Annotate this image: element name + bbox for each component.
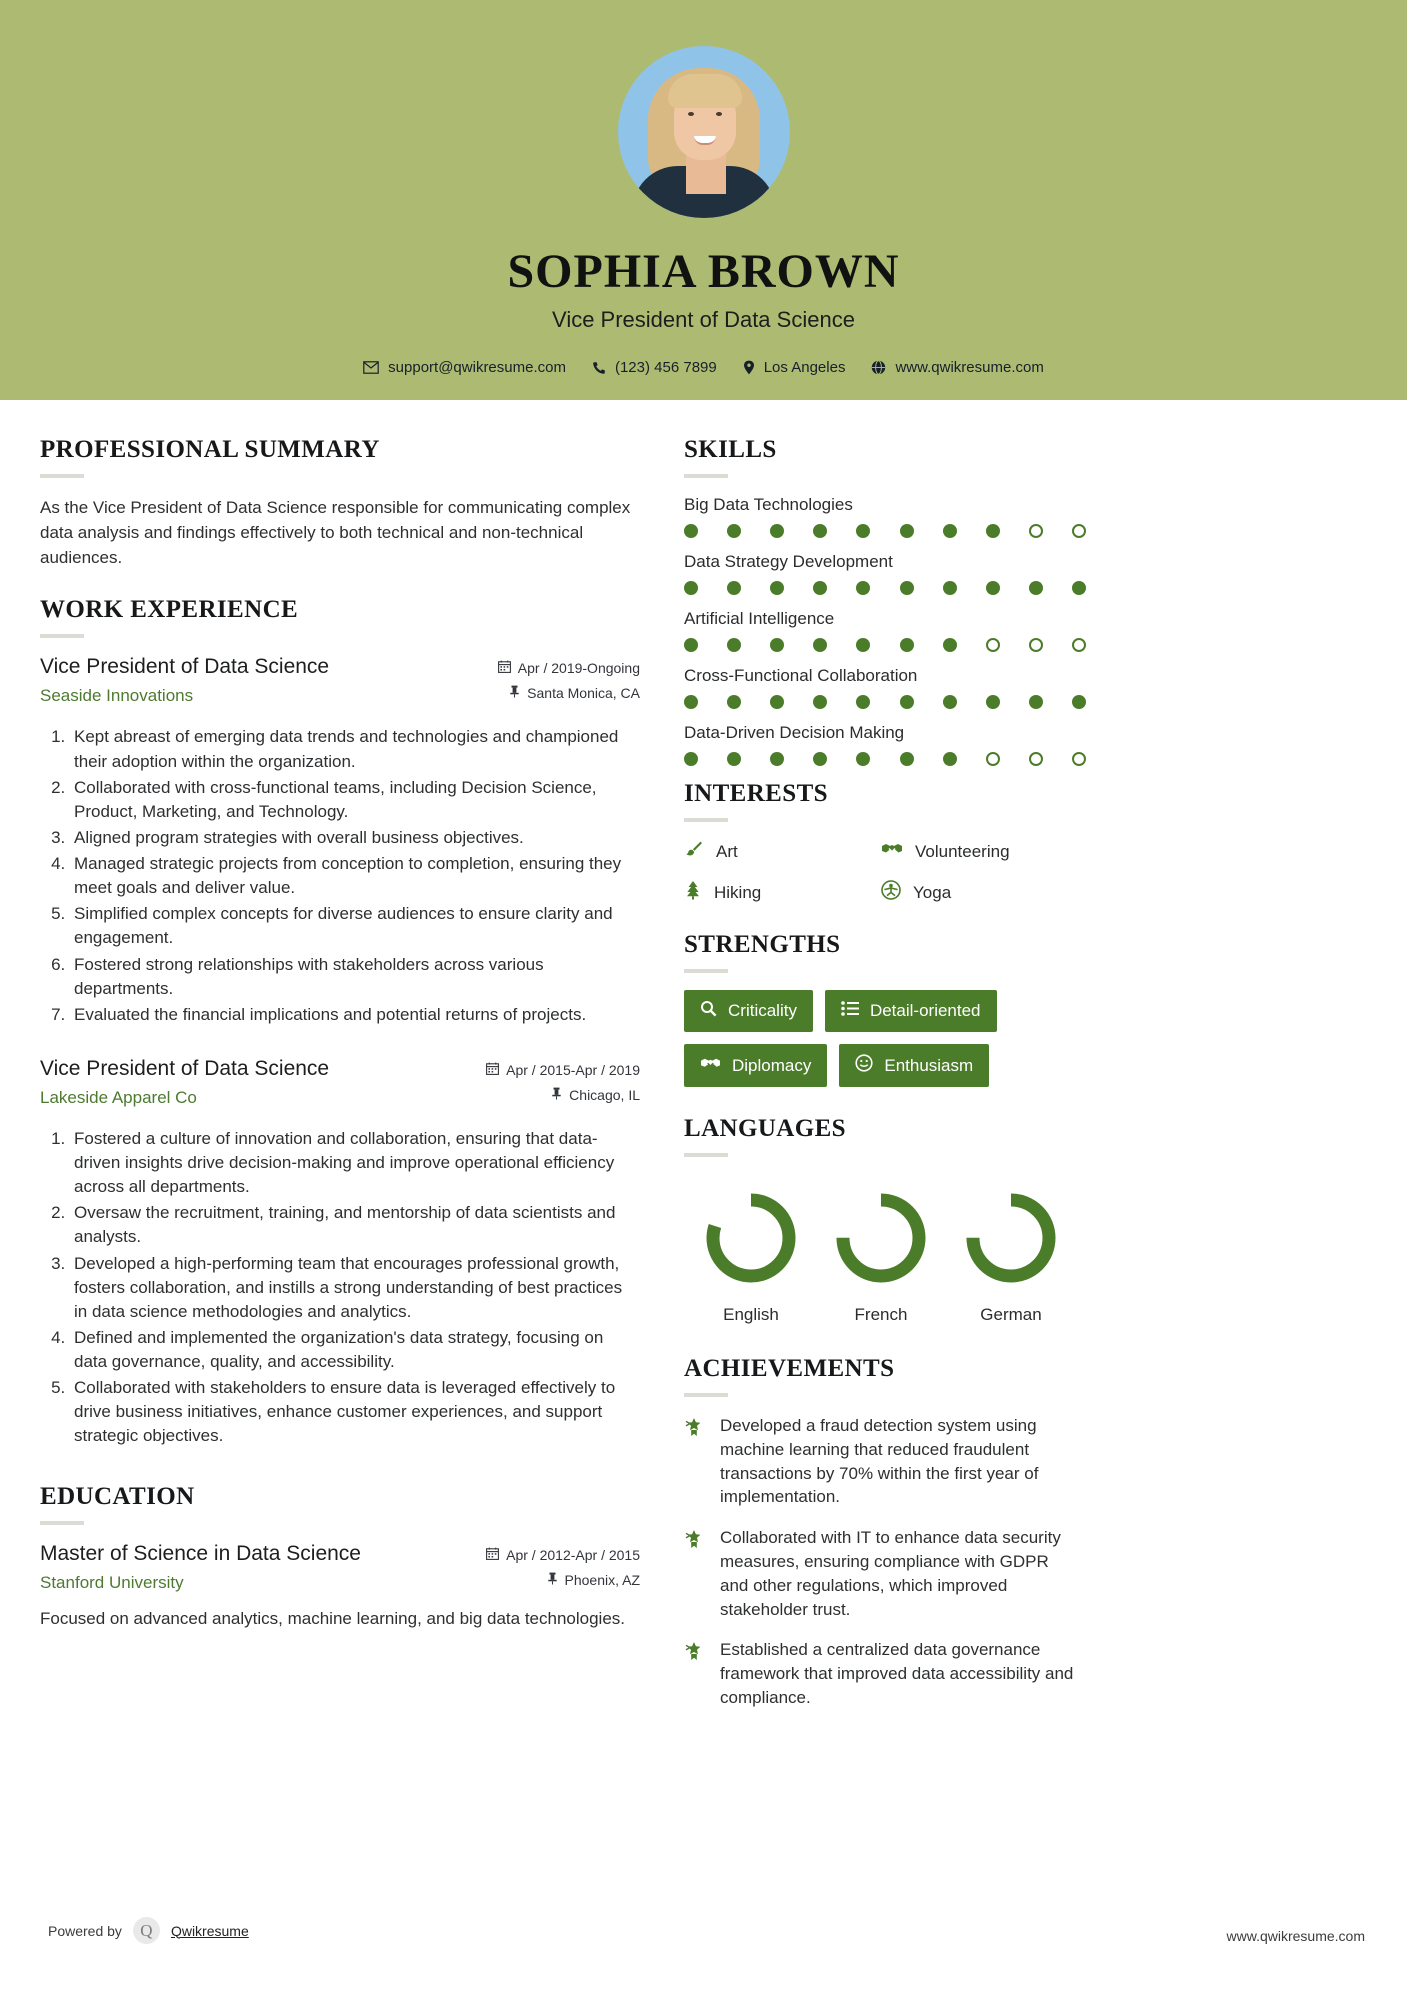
interest-item [881,839,1078,864]
right-column [666,436,1078,1727]
language-item [820,1188,942,1325]
job-company: Seaside Innovations [40,686,194,706]
skill-dot-filled [813,524,827,538]
skill-dot-filled [986,695,1000,709]
calendar-icon [486,1062,499,1078]
education-entry [40,1542,640,1632]
work-entry [40,655,640,1027]
section-rule [40,1521,84,1525]
section-title-skills: SKILLS [684,436,777,463]
skill-dot-filled [900,695,914,709]
candidate-name: SOPHIA BROWN [507,245,900,298]
skill-label: Data Strategy Development [684,552,893,571]
skill-dot-empty [1029,752,1043,766]
contact-email-text: support@qwikresume.com [388,359,566,376]
skill-dot-filled [813,752,827,766]
skill-dot-filled [1072,581,1086,595]
powered-by-label: Powered by [48,1922,122,1939]
education-location [468,1572,640,1588]
list-icon [841,1001,859,1021]
degree-title: Master of Science in Data Science [40,1541,361,1565]
section-rule [40,634,84,638]
job-bullet: 4. Managed strategic projects from conception to completion, ensuring they meet goals and deliver value. [70,852,640,900]
language-progress-ring [701,1188,801,1288]
skill-rating [684,638,1086,652]
language-item [690,1188,812,1325]
section-title-languages: LANGUAGES [684,1115,846,1142]
calendar-icon [486,1547,499,1563]
strength-badge-criticality [684,990,813,1032]
contact-email[interactable] [363,359,566,376]
skill-dot-filled [943,695,957,709]
skill-dot-empty [986,638,1000,652]
section-education [40,1483,640,1632]
qwikresume-logo-icon: Q [133,1917,160,1944]
interest-item [684,839,881,864]
skill-dot-empty [1072,752,1086,766]
skill-dot-filled [727,581,741,595]
language-progress-ring [961,1188,1061,1288]
skill-dot-filled [813,695,827,709]
achievement-text: Developed a fraud detection system using machine learning that reduced fraudulent transactions by 70% within the first year of implementation. [720,1416,1039,1507]
skill-dot-filled [727,752,741,766]
skill-dot-filled [856,695,870,709]
job-date-text: Apr / 2015-Apr / 2019 [506,1061,640,1078]
language-label: English [723,1305,779,1324]
skill-dot-filled [900,524,914,538]
skill-label: Data-Driven Decision Making [684,723,905,742]
job-bullet: 4. Defined and implemented the organization's data strategy, focusing on data governance, quality, and accessibility. [70,1326,640,1374]
skill-dot-empty [1072,524,1086,538]
qwikresume-brand-link[interactable]: Qwikresume [170,1922,249,1939]
pushpin-icon [551,1087,562,1103]
magnifier-icon [700,1000,717,1022]
skill-dot-filled [684,752,698,766]
job-bullet: 5. Collaborated with stakeholders to ensure data is leveraged effectively to drive business initiatives, enhance customer experiences, and support strategic objectives. [70,1376,640,1448]
interest-label: Yoga [913,882,952,902]
map-pin-icon [743,360,755,375]
skill-label: Big Data Technologies [684,495,853,514]
school-name: Stanford University [40,1572,184,1592]
footer-branding [48,1917,249,1944]
skill-dot-filled [770,752,784,766]
skill-dot-filled [943,752,957,766]
strength-label: Diplomacy [732,1055,812,1075]
handshake-icon [700,1055,721,1077]
job-title: Vice President of Data Science [40,1056,330,1080]
achievement-item [684,1414,1078,1509]
skill-dot-filled [770,638,784,652]
job-location [468,1087,640,1103]
strength-label: Enthusiasm [884,1055,974,1075]
section-title-education: EDUCATION [40,1482,195,1510]
section-rule [40,474,84,478]
job-bullet: 3. Aligned program strategies with overall business objectives. [70,826,640,850]
interest-label: Hiking [714,882,762,902]
skill-dot-filled [856,581,870,595]
job-bullet: 2. Collaborated with cross-functional teams, including Decision Science, Product, Marketing, and Technology. [70,776,640,824]
education-date-text: Apr / 2012-Apr / 2015 [506,1546,640,1563]
skill-dot-filled [900,752,914,766]
job-bullet: 5. Simplified complex concepts for diverse audiences to ensure clarity and engagement. [70,902,640,950]
strength-label: Criticality [728,1001,797,1020]
languages-list [684,1174,1078,1325]
section-achievements [684,1355,1078,1710]
interest-label: Volunteering [915,841,1010,861]
job-bullet: 1. Fostered a culture of innovation and collaboration, ensuring that data-driven insights drive decision-making and improve operational efficiency across all departments. [70,1127,640,1199]
section-title-summary: PROFESSIONAL SUMMARY [40,436,380,463]
strength-label: Detail-oriented [869,1001,981,1020]
handshake-icon [881,840,903,863]
skill-dot-filled [856,638,870,652]
skill-dot-filled [770,581,784,595]
job-date-text: Apr / 2019-Ongoing [517,660,640,677]
award-star-icon [684,1638,706,1709]
skill-rating [684,695,1086,709]
section-strengths [684,931,1078,1087]
section-work-experience [40,596,640,1448]
skill-dot-filled [770,695,784,709]
contact-location[interactable] [743,359,846,376]
contact-website[interactable] [871,359,1043,376]
skill-dot-filled [813,638,827,652]
section-rule [684,818,728,822]
contact-phone[interactable] [592,359,717,376]
section-skills [684,436,1078,766]
skill-dot-filled [986,524,1000,538]
job-bullet: 2. Oversaw the recruitment, training, and mentorship of data scientists and analysts. [70,1201,640,1249]
skill-dot-filled [1029,695,1043,709]
globe-icon [871,360,886,375]
skill-dot-empty [1029,638,1043,652]
paintbrush-icon [684,839,704,864]
section-interests [684,780,1078,905]
skill-dot-filled [727,638,741,652]
achievement-text: Established a centralized data governance framework that improved data accessibility and compliance. [720,1640,1074,1707]
job-bullets [40,1127,640,1449]
skill-dot-filled [943,524,957,538]
skill-dot-filled [684,695,698,709]
envelope-icon [363,361,379,374]
summary-text: As the Vice President of Data Science responsible for communicating complex data analysis and findings effectively to both technical and non-technical audiences. [40,498,631,568]
strengths-list [684,990,1078,1087]
strength-badge-diplomacy [684,1044,827,1087]
skill-dot-filled [900,638,914,652]
job-date [468,1062,640,1078]
smiley-icon [855,1054,873,1077]
education-location-text: Phoenix, AZ [564,1571,640,1588]
footer-website: www.qwikresume.com [1226,1928,1365,1944]
section-languages [684,1115,1078,1325]
contact-row [0,359,1407,376]
skill-dot-filled [856,752,870,766]
skill-dot-filled [1029,581,1043,595]
skill-dot-filled [727,524,741,538]
interests-grid [684,839,1078,905]
yoga-icon [881,880,901,905]
skill-dot-filled [1072,695,1086,709]
pushpin-icon [547,1572,558,1588]
job-location-text: Santa Monica, CA [527,685,640,702]
skill-rating [684,752,1086,766]
skill-dot-filled [770,524,784,538]
resume-header [0,0,1407,400]
skill-dot-empty [1072,638,1086,652]
section-title-work: WORK EXPERIENCE [40,596,299,624]
section-rule [684,474,728,478]
job-bullets [40,725,640,1027]
achievement-item [684,1526,1078,1621]
section-title-interests: INTERESTS [684,780,828,807]
pushpin-icon [509,685,520,701]
skill-dot-filled [986,581,1000,595]
section-rule [684,969,728,973]
skill-dot-filled [856,524,870,538]
language-progress-ring [831,1188,931,1288]
skill-rating [684,524,1086,538]
job-bullet: 1. Kept abreast of emerging data trends and technologies and championed their adoption within the organization. [70,725,640,773]
skill-label: Artificial Intelligence [684,609,835,628]
skill-dot-filled [900,581,914,595]
section-title-achievements: ACHIEVEMENTS [684,1355,895,1382]
work-entry [40,1057,640,1449]
interest-label: Art [716,841,738,861]
contact-phone-text: (123) 456 7899 [614,359,717,376]
skill-dot-empty [986,752,1000,766]
award-star-icon [684,1526,706,1621]
avatar [618,46,790,218]
job-location-text: Chicago, IL [569,1086,640,1103]
skill-rating [684,581,1086,595]
left-column [40,436,640,1727]
interest-item [881,880,1078,905]
strength-badge-enthusiasm [839,1044,989,1087]
job-company: Lakeside Apparel Co [40,1087,197,1107]
skill-label: Cross-Functional Collaboration [684,666,918,685]
contact-location-text: Los Angeles [763,359,846,376]
skill-dot-empty [1029,524,1043,538]
job-location [468,685,640,701]
education-description: Focused on advanced analytics, machine learning, and big data technologies. [40,1608,625,1628]
skills-list [684,495,1078,766]
job-bullet: 6. Fostered strong relationships with stakeholders across various departments. [70,953,640,1001]
education-date [468,1547,640,1563]
job-bullet: 3. Developed a high-performing team that encourages professional growth, fosters collaboration, and instills a strong understanding of best practices in data science methodologies and analytics. [70,1252,640,1324]
skill-dot-filled [684,524,698,538]
strength-badge-detail-oriented [825,990,997,1032]
achievement-item [684,1638,1078,1709]
tree-icon [684,880,702,905]
section-title-strengths: STRENGTHS [684,931,841,958]
resume-body [0,400,1407,1727]
skill-dot-filled [943,638,957,652]
skill-dot-filled [727,695,741,709]
contact-website-text: www.qwikresume.com [895,359,1044,376]
skill-dot-filled [684,638,698,652]
interest-item [684,880,881,905]
candidate-role: Vice President of Data Science [552,307,855,332]
skill-dot-filled [943,581,957,595]
calendar-icon [498,660,511,676]
section-rule [684,1153,728,1157]
section-professional-summary [40,436,640,570]
language-item [950,1188,1072,1325]
job-bullet: 7. Evaluated the financial implications and potential returns of projects. [70,1003,640,1027]
job-title: Vice President of Data Science [40,655,330,679]
phone-icon [592,361,606,375]
section-rule [684,1393,728,1397]
job-date [468,660,640,676]
achievement-text: Collaborated with IT to enhance data security measures, ensuring compliance with GDPR and other regulations, which improved stakeholder trust. [720,1528,1061,1619]
language-label: German [980,1305,1042,1324]
skill-dot-filled [684,581,698,595]
skill-dot-filled [813,581,827,595]
language-label: French [854,1305,908,1324]
award-star-icon [684,1414,706,1509]
